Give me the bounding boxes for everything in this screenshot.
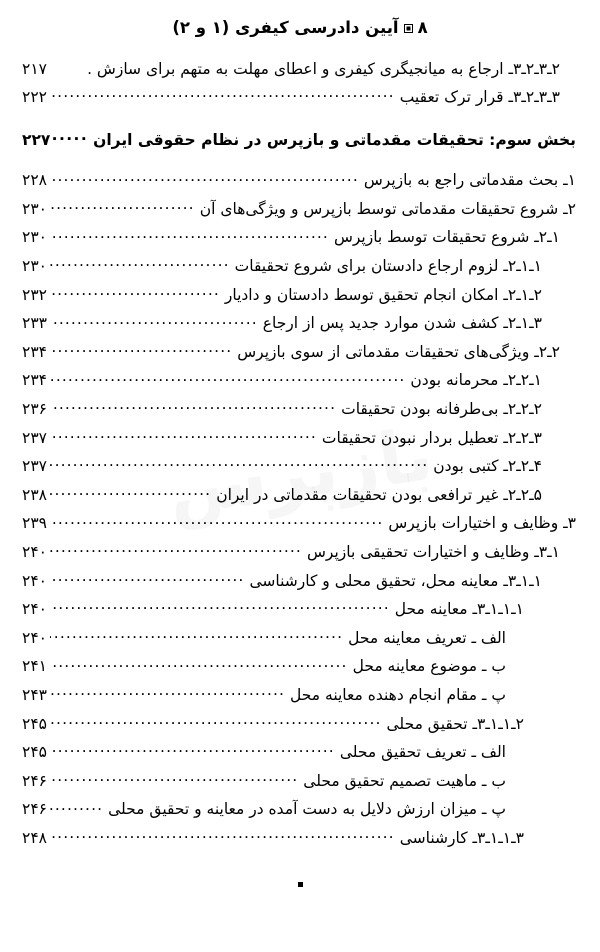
toc-dot-leader: [50, 284, 220, 300]
dot-icon: [298, 882, 303, 887]
toc-dot-leader: [53, 129, 88, 145]
toc-dot-leader: [50, 627, 343, 643]
toc-entry-page-number: ۲۴۰: [22, 543, 47, 561]
toc-dot-leader: [50, 713, 382, 729]
toc-entry-label: ۲ـ۱ـ۱ـ۳ـ تحقیق محلی: [386, 714, 524, 733]
toc-dot-leader: [50, 170, 359, 186]
toc-entry[interactable]: [22, 513, 576, 542]
toc-entry[interactable]: [22, 484, 576, 513]
toc-entry-label: ۲ـ شروع تحقیقات مقدماتی توسط بازپرس و ویژگی‌های آن: [199, 199, 576, 218]
toc-entry[interactable]: [22, 284, 576, 313]
toc-entry-page-number: ۲۴۰: [22, 571, 47, 590]
toc-entry-label: ۳ـ۲ـ۲ـ تعطیل بردار نبودن تحقیقات: [321, 428, 542, 447]
toc-entry-label: ۱ـ۳ـ وظایف و اختیارات تحقیقی بازپرس: [306, 543, 560, 561]
toc-entry[interactable]: [22, 370, 576, 399]
toc-entry-page-number: ۲۲۷: [22, 130, 51, 149]
toc-entry[interactable]: [22, 627, 576, 656]
header-book-title: آیین دادرسی کیفری (۱ و ۲): [172, 18, 399, 37]
toc-dot-leader: [50, 570, 244, 586]
toc-entry-label: بخش سوم: تحقیقات مقدماتی و بازپرس در نظام حقوقی ایران: [93, 130, 576, 149]
toc-entry-page-number: ۲۳۳: [22, 314, 47, 333]
toc-entry-page-number: ۲۳۷: [22, 457, 47, 476]
toc-entry[interactable]: [22, 456, 576, 485]
toc-dot-leader: [50, 370, 405, 386]
toc-entry-page-number: ۲۴۳: [22, 685, 47, 704]
toc-entry-page-number: ۲۴۵: [22, 743, 47, 762]
toc-entry-page-number: ۲۴۸: [22, 828, 47, 847]
toc-entry-page-number: ۲۳۹: [22, 514, 47, 533]
square-bullet-icon: [404, 24, 413, 33]
toc-dot-leader: [50, 313, 258, 329]
toc-entry-label: ۲ـ۲ـ ویژگی‌های تحقیقات مقدماتی از سوی بازپرس: [237, 342, 560, 361]
toc-entry-label: الف ـ تعریف معاینه محل: [348, 628, 506, 647]
toc-dot-leader: [50, 513, 383, 529]
toc-entry-page-number: ۲۳۴: [22, 342, 47, 361]
toc-part-heading[interactable]: [22, 129, 576, 158]
toc-dot-leader: [50, 542, 302, 558]
toc-entry-label: ۱ـ۲ـ شروع تحقیقات توسط بازپرس: [333, 228, 560, 247]
toc-entry-page-number: ۲۳۴: [22, 371, 47, 390]
toc-entry-page-number: ۲۴۶: [22, 800, 47, 819]
toc-dot-leader: [50, 256, 230, 272]
toc-entry[interactable]: [22, 58, 576, 87]
toc-entry[interactable]: [22, 399, 576, 428]
toc-entry-label: ۱ـ۱ـ۱ـ۳ـ معاینه محل: [394, 600, 524, 619]
toc-entry-label: ۱ـ۱ـ۲ـ لزوم ارجاع دادستان برای شروع تحقیقات: [234, 257, 542, 276]
running-header: [0, 18, 600, 37]
toc-entry-page-number: ۲۴۵: [22, 714, 47, 733]
toc-dot-leader: [50, 827, 395, 843]
toc-dot-leader: [50, 198, 195, 214]
toc-entry-label: ۳ـ۱ـ۱ـ۳ـ کارشناسی: [399, 828, 524, 847]
toc-entry-page-number: ۲۴۰: [22, 628, 47, 647]
toc-entry-page-number: ۲۲۸: [22, 171, 47, 190]
toc-entry-page-number: ۲۳۲: [22, 285, 47, 304]
toc-entry-page-number: ۲۳۰: [22, 257, 47, 276]
toc-entry-label: ۳ـ۳ـ۲ـ۳ـ قرار ترک تعقیب: [399, 88, 560, 107]
page-bottom-mark: [0, 875, 600, 890]
toc-entry[interactable]: [22, 170, 576, 199]
toc-entry-page-number: ۲۴۶: [22, 771, 47, 790]
toc-entry-page-number: ۲۳۶: [22, 400, 47, 419]
toc-entry[interactable]: [22, 87, 576, 116]
header-folio-number: ۸: [417, 18, 428, 37]
toc-entry-label: ۱ـ۱ـ۳ـ معاینه محل، تحقیق محلی و کارشناسی: [249, 571, 542, 590]
table-of-contents: [22, 58, 576, 856]
toc-entry[interactable]: [22, 770, 576, 799]
toc-entry-page-number: ۲۳۰: [22, 228, 47, 247]
toc-dot-leader: [50, 484, 211, 500]
toc-entry-page-number: ۲۳۷: [22, 428, 47, 447]
toc-entry-label: الف ـ تعریف تحقیق محلی: [339, 743, 506, 762]
toc-entry-label: ۵ـ۲ـ۲ـ غیر ترافعی بودن تحقیقات مقدماتی در ایران: [216, 485, 542, 504]
toc-entry-label: ۲ـ۳ـ۲ـ۳ـ ارجاع به میانجیگری کیفری و اعطای مهلت به متهم برای سازش .: [87, 59, 560, 78]
toc-entry[interactable]: [22, 827, 576, 856]
toc-entry-label: ۲ـ۱ـ۲ـ امکان انجام تحقیق توسط دادستان و دادیار: [224, 285, 542, 304]
toc-dot-leader: [50, 684, 285, 700]
toc-entry[interactable]: [22, 713, 576, 742]
toc-dot-leader: [50, 799, 103, 815]
toc-dot-leader: [50, 58, 82, 74]
toc-entry[interactable]: [22, 599, 576, 628]
toc-entry-page-number: ۲۳۸: [22, 485, 47, 504]
toc-entry-label: ۱ـ۲ـ۲ـ محرمانه بودن: [410, 371, 542, 390]
toc-entry[interactable]: [22, 656, 576, 685]
toc-entry[interactable]: [22, 427, 576, 456]
toc-entry-label: پ ـ میزان ارزش دلایل به دست آمده در معاینه و تحقیق محلی: [108, 800, 506, 819]
toc-dot-leader: [50, 742, 335, 758]
toc-dot-leader: [50, 770, 298, 786]
toc-entry-label: ب ـ ماهیت تصمیم تحقیق محلی: [303, 771, 506, 790]
toc-dot-leader: [50, 656, 348, 672]
toc-entry-label: ۳ـ۱ـ۲ـ کشف شدن موارد جدید پس از ارجاع: [262, 314, 542, 333]
toc-entry[interactable]: [22, 227, 576, 256]
toc-entry-label: پ ـ مقام انجام دهنده معاینه محل: [290, 685, 506, 704]
toc-dot-leader: [50, 341, 232, 357]
toc-entry-page-number: ۲۱۷: [22, 59, 47, 78]
toc-entry-page-number: ۲۲۲: [22, 88, 47, 107]
toc-entry-label: ۴ـ۲ـ۲ـ کتبی بودن: [433, 457, 542, 476]
toc-entry-label: ۳ـ وظایف و اختیارات بازپرس: [388, 514, 576, 533]
toc-dot-leader: [50, 227, 329, 243]
toc-entry[interactable]: [22, 341, 576, 370]
toc-entry-label: ۲ـ۲ـ۲ـ بی‌طرفانه بودن تحقیقات: [341, 400, 542, 419]
toc-dot-leader: [50, 427, 317, 443]
toc-dot-leader: [50, 399, 336, 415]
toc-dot-leader: [50, 456, 428, 472]
toc-dot-leader: [50, 87, 395, 103]
toc-entry[interactable]: [22, 198, 576, 227]
toc-entry-label: ۱ـ بحث مقدماتی راجع به بازپرس: [363, 171, 576, 190]
toc-entry-page-number: ۲۴۰: [22, 600, 47, 619]
toc-entry[interactable]: [22, 542, 576, 571]
toc-entry[interactable]: [22, 256, 576, 285]
toc-entry[interactable]: [22, 742, 576, 771]
toc-entry[interactable]: [22, 799, 576, 828]
toc-entry-label: ب ـ موضوع معاینه محل: [352, 657, 506, 676]
toc-entry-page-number: ۲۴۱: [22, 657, 47, 676]
toc-entry[interactable]: [22, 570, 576, 599]
toc-dot-leader: [50, 599, 390, 615]
toc-entry[interactable]: [22, 313, 576, 342]
toc-entry[interactable]: [22, 684, 576, 713]
toc-entry-page-number: ۲۳۰: [22, 199, 47, 218]
